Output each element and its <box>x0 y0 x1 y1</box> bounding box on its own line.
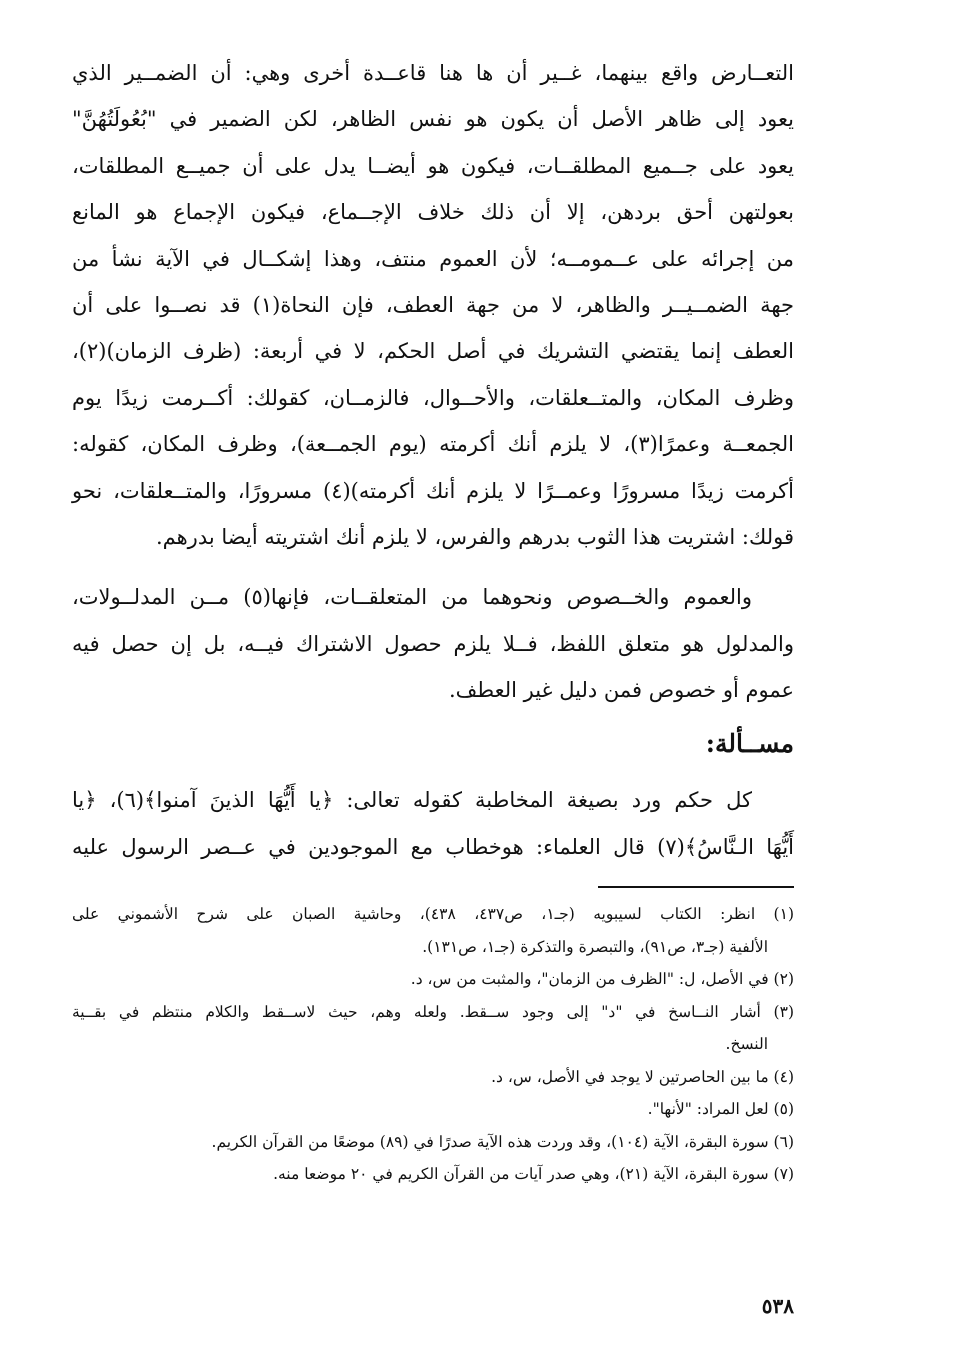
text-line: بعولتهن أحق بردهن، إلا أن ذلك خلاف الإجــماع، فيكون الإجماع هو المانع <box>72 200 794 225</box>
text-line: قولك: اشتريت هذا الثوب بدرهم والفرس، لا يلزم أنك اشتريته أيضا بدرهم. <box>155 524 794 549</box>
text-line: أَيُّهَا الـنَّاسُ﴾(٧) قال العلماء: هوخطاب مع الموجودين في عــصر الرسول عليه <box>72 834 794 859</box>
text-line: من إجرائه على عــمومــه؛ لأن العموم منتف، وهذا إشكــال في الآية نشأ من <box>72 246 794 271</box>
text-line: جهة الضمــيــر والظاهر، لا من جهة العطف، فإن النحاة(١) قد نصــوا على أن <box>72 292 794 317</box>
text-line: عموم أو خصوص فمن دليل غير العطف. <box>448 678 794 703</box>
footnote-line: الألفية (جـ٣، ص٩١)، والتبصرة والتذكرة (جـ١، ص١٣١). <box>422 937 768 956</box>
text-line: يعود على جــميع المطلقــات، فيكون هو أيضــا يدل على أن جميــع المطلقات، <box>72 153 794 178</box>
footnotes <box>72 898 794 1191</box>
main-text <box>72 50 794 870</box>
section-heading: مســألة: <box>705 729 794 759</box>
footnote-separator <box>598 886 794 888</box>
text-line: والعموم والخــصوص ونحوهما من المتعلقــات، فإنها(٥) مــن المدلــولات، <box>72 585 752 610</box>
text-line: وظرف المكان، والمتــعلقات، والأحــوال، فالزمــان، كقولك: أكــرمت زيدًا يوم <box>72 385 794 410</box>
footnote-line: (٣) أشار النــاسخ في "د" إلى وجود ســقط. ولعله وهم، حيث لاســقط والكلام منتظم في بقــية <box>72 1002 794 1021</box>
paragraph-1 <box>72 50 794 560</box>
footnote-line: (٤) ما بين الحاصرتين لا يوجد في الأصل، س، د. <box>491 1067 794 1086</box>
text-line: كل حكم ورد بصيغة المخاطبة كقوله تعالى: ﴿يا أَيُّهَا الذينَ آمنوا﴾(٦)، ﴿يا <box>72 788 753 813</box>
text-line: أكرمت زيدًا مسرورًا وعمــرًا لا يلزم أنك أكرمته)(٤) مسرورًا، والمتــعلقات، نحو <box>72 478 794 503</box>
footnote-line: (٦) سورة البقرة، الآية (١٠٤)، وقد وردت هذه الآية صدرًا في (٨٩) موضعًا من القرآن الكريم. <box>211 1132 794 1151</box>
paragraph-2 <box>72 574 794 713</box>
text-line: العطف إنما يقتضي التشريك في أصل الحكم، لا في أربعة: (ظرف الزمان)(٢)، <box>72 339 794 364</box>
footnote-line: (٢) في الأصل، ل: "الظرف من الزمان"، والمثبت من س، د. <box>410 970 794 988</box>
text-line: يعود إلى ظاهر الأصل أن يكون هو نفس الظاهر، لكن الضمير في "بُعُولَتُهُنَّ" <box>72 107 794 132</box>
text-line: الجمعــة وعمرًا(٣)، لا يلزم أنك أكرمته (يوم الجمــعة)، وظرف المكان، كقوله: <box>72 432 794 457</box>
footnote-line: (١) انظر: الكتاب لسيبويه (جـ١، ص٤٣٧، ٤٣٨)، وحاشية الصبان على شرح الأشموني على <box>72 905 794 923</box>
text-line: التعــارض واقع بينهما، غــير أن ها هنا قاعــدة أخرى وهي: أن الضمــير الذي <box>72 61 794 85</box>
footnote-line: النسخ. <box>725 1035 768 1053</box>
footnote-line: (٥) لعل المراد: "لأنها". <box>647 1100 794 1118</box>
text-line: والمدلول هو متعلق اللفظ، فــلا يلزم حصول الاشتراك فيــه، بل إن حصل فيه <box>72 631 794 656</box>
page-number: ٥٣٨ <box>761 1294 794 1318</box>
footnote-line: (٧) سورة البقرة، الآية (٢١)، وهي صدر آيات من القرآن الكريم في ٢٠ موضعا منه. <box>273 1165 794 1183</box>
paragraph-3 <box>72 777 794 870</box>
